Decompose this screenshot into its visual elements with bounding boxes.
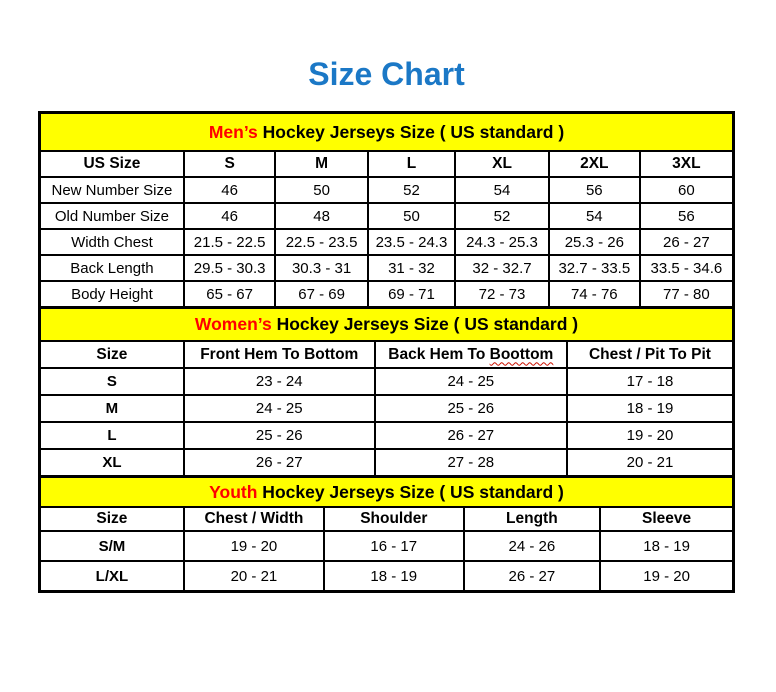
mens-row-label: Back Length bbox=[40, 255, 184, 281]
womens-column-header: Chest / Pit To Pit bbox=[567, 341, 734, 368]
womens-data-row bbox=[40, 422, 734, 449]
mens-value-cell: 54 bbox=[549, 203, 640, 229]
mens-value-cell: 30.3 - 31 bbox=[275, 255, 367, 281]
mens-value-cell: 56 bbox=[640, 203, 734, 229]
mens-column-header: S bbox=[184, 151, 276, 177]
mens-column-header: 2XL bbox=[549, 151, 640, 177]
youth-value-cell: 16 - 17 bbox=[324, 531, 463, 561]
mens-column-header: L bbox=[368, 151, 455, 177]
womens-value-cell: 26 - 27 bbox=[375, 422, 567, 449]
womens-banner-highlight: Women’s bbox=[194, 314, 272, 334]
womens-data-row bbox=[40, 395, 734, 422]
youth-column-header: Shoulder bbox=[324, 507, 463, 531]
mens-header-row bbox=[40, 151, 734, 177]
womens-header-row bbox=[40, 341, 734, 368]
womens-column-header-misspelled-word: Boottom bbox=[489, 345, 554, 363]
womens-value-cell: 24 - 25 bbox=[375, 368, 567, 395]
womens-data-row bbox=[40, 449, 734, 477]
womens-data-row bbox=[40, 368, 734, 395]
mens-value-cell: 32.7 - 33.5 bbox=[549, 255, 640, 281]
mens-value-cell: 69 - 71 bbox=[368, 281, 455, 308]
mens-value-cell: 54 bbox=[455, 177, 549, 203]
mens-row-label: Width Chest bbox=[40, 229, 184, 255]
mens-row-label: Body Height bbox=[40, 281, 184, 308]
mens-value-cell: 33.5 - 34.6 bbox=[640, 255, 734, 281]
mens-value-cell: 46 bbox=[184, 203, 276, 229]
youth-data-row bbox=[40, 531, 734, 561]
womens-row-label: L bbox=[40, 422, 184, 449]
youth-value-cell: 18 - 19 bbox=[324, 561, 463, 592]
mens-size-table bbox=[38, 111, 735, 309]
womens-value-cell: 25 - 26 bbox=[184, 422, 375, 449]
womens-column-header: Size bbox=[40, 341, 184, 368]
mens-value-cell: 48 bbox=[275, 203, 367, 229]
mens-value-cell: 56 bbox=[549, 177, 640, 203]
youth-banner-text: Hockey Jerseys Size ( US standard ) bbox=[257, 481, 564, 502]
womens-value-cell: 23 - 24 bbox=[184, 368, 375, 395]
mens-row-label: New Number Size bbox=[40, 177, 184, 203]
youth-header-row bbox=[40, 507, 734, 531]
mens-data-row bbox=[40, 255, 734, 281]
womens-row-label: M bbox=[40, 395, 184, 422]
womens-size-table bbox=[38, 306, 735, 478]
youth-column-header: Chest / Width bbox=[184, 507, 324, 531]
womens-row-label: XL bbox=[40, 449, 184, 477]
womens-value-cell: 18 - 19 bbox=[567, 395, 734, 422]
youth-size-table bbox=[38, 475, 735, 593]
youth-value-cell: 18 - 19 bbox=[600, 531, 733, 561]
mens-value-cell: 50 bbox=[368, 203, 455, 229]
mens-value-cell: 72 - 73 bbox=[455, 281, 549, 308]
youth-value-cell: 19 - 20 bbox=[184, 531, 324, 561]
mens-column-header: US Size bbox=[40, 151, 184, 177]
mens-banner bbox=[40, 113, 734, 152]
womens-banner-text: Hockey Jerseys Size ( US standard ) bbox=[271, 314, 579, 334]
womens-value-cell: 19 - 20 bbox=[567, 422, 734, 449]
youth-banner-row bbox=[40, 477, 734, 508]
womens-value-cell: 24 - 25 bbox=[184, 395, 375, 422]
mens-column-header: 3XL bbox=[640, 151, 734, 177]
mens-value-cell: 52 bbox=[368, 177, 455, 203]
youth-value-cell: 24 - 26 bbox=[464, 531, 601, 561]
mens-banner-highlight: Men’s bbox=[208, 121, 258, 142]
youth-value-cell: 26 - 27 bbox=[464, 561, 601, 592]
mens-value-cell: 52 bbox=[455, 203, 549, 229]
mens-column-header: M bbox=[275, 151, 367, 177]
mens-value-cell: 77 - 80 bbox=[640, 281, 734, 308]
youth-value-cell: 20 - 21 bbox=[184, 561, 324, 592]
mens-value-cell: 65 - 67 bbox=[184, 281, 276, 308]
youth-banner-highlight: Youth bbox=[209, 481, 258, 502]
youth-column-header: Sleeve bbox=[600, 507, 733, 531]
youth-row-label: L/XL bbox=[40, 561, 184, 592]
youth-data-row bbox=[40, 561, 734, 592]
youth-column-header: Length bbox=[464, 507, 601, 531]
womens-banner bbox=[40, 308, 734, 342]
mens-data-row bbox=[40, 229, 734, 255]
youth-value-cell: 19 - 20 bbox=[600, 561, 733, 592]
mens-value-cell: 31 - 32 bbox=[368, 255, 455, 281]
womens-value-cell: 17 - 18 bbox=[567, 368, 734, 395]
mens-value-cell: 21.5 - 22.5 bbox=[184, 229, 276, 255]
mens-value-cell: 74 - 76 bbox=[549, 281, 640, 308]
womens-row-label: S bbox=[40, 368, 184, 395]
youth-row-label: S/M bbox=[40, 531, 184, 561]
mens-value-cell: 50 bbox=[275, 177, 367, 203]
mens-value-cell: 29.5 - 30.3 bbox=[184, 255, 276, 281]
mens-value-cell: 67 - 69 bbox=[275, 281, 367, 308]
womens-column-header: Front Hem To Bottom bbox=[184, 341, 375, 368]
youth-column-header: Size bbox=[40, 507, 184, 531]
womens-value-cell: 26 - 27 bbox=[184, 449, 375, 477]
mens-data-row bbox=[40, 203, 734, 229]
mens-value-cell: 25.3 - 26 bbox=[549, 229, 640, 255]
mens-value-cell: 24.3 - 25.3 bbox=[455, 229, 549, 255]
womens-column-header bbox=[375, 341, 567, 368]
mens-value-cell: 22.5 - 23.5 bbox=[275, 229, 367, 255]
mens-column-header: XL bbox=[455, 151, 549, 177]
page-title: Size Chart bbox=[308, 56, 465, 92]
mens-value-cell: 32 - 32.7 bbox=[455, 255, 549, 281]
mens-banner-row bbox=[40, 113, 734, 152]
womens-column-header-text: Back Hem To bbox=[388, 345, 490, 363]
womens-value-cell: 20 - 21 bbox=[567, 449, 734, 477]
mens-value-cell: 23.5 - 24.3 bbox=[368, 229, 455, 255]
womens-value-cell: 25 - 26 bbox=[375, 395, 567, 422]
mens-data-row bbox=[40, 281, 734, 308]
mens-row-label: Old Number Size bbox=[40, 203, 184, 229]
womens-banner-row bbox=[40, 308, 734, 342]
womens-value-cell: 27 - 28 bbox=[375, 449, 567, 477]
mens-value-cell: 60 bbox=[640, 177, 734, 203]
youth-banner bbox=[40, 477, 734, 508]
mens-value-cell: 26 - 27 bbox=[640, 229, 734, 255]
size-tables bbox=[38, 111, 735, 593]
mens-banner-text: Hockey Jerseys Size ( US standard ) bbox=[257, 121, 565, 142]
mens-value-cell: 46 bbox=[184, 177, 276, 203]
mens-data-row bbox=[40, 177, 734, 203]
